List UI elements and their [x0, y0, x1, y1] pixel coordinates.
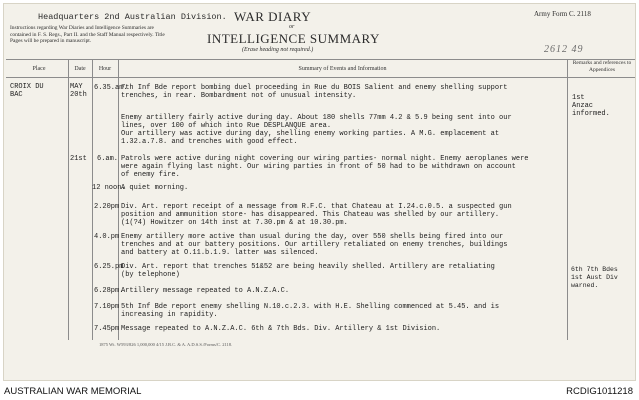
summary-entry-1: 7th Inf Bde report bombing duel proceeding in Rue du BOIS Salient and enemy shelling support trenches, in rear. Bombardment not of unusual intensity.: [121, 84, 508, 100]
summary-entry-8: Artillery message repeated to A.N.Z.A.C.: [121, 287, 290, 295]
col-header-place: Place: [32, 66, 46, 72]
col-header-date: Date: [74, 66, 86, 72]
summary-entry-3: Patrols were active during night covering our wiring parties- normal night. Enemy aeroplanes were were again flying last night. Our wiring parties in front of 50 had to be withdrawn on account of enemy fire.: [121, 155, 529, 179]
diary-sheet: [3, 3, 636, 381]
summary-entry-9: 5th Inf Bde report enemy shelling N.10.c.2.3. with H.E. Shelling commenced at 5.45. and is increasing in rapidity.: [121, 303, 500, 319]
summary-entry-7: Div. Art. report that trenches 51&52 are being heavily shelled. Artillery are retaliating (by telephone): [121, 263, 495, 279]
col-header-hour: Hour: [98, 66, 112, 72]
col-header-summary: Summary of Events and Information: [298, 66, 387, 72]
remarks-entry-1: 1st Anzac informed.: [572, 94, 610, 118]
col-divider-remarks: [567, 60, 568, 340]
hour-entry-1: 6.35.am.: [94, 84, 128, 92]
headquarters-line: Headquarters 2nd Australian Division.: [38, 12, 227, 22]
hour-entry-5: 2.20pm: [94, 203, 120, 211]
col-divider-place: [68, 60, 69, 340]
place-cell: CROIX DU BAC: [10, 83, 44, 99]
hour-entry-8: 6.28pm.: [94, 287, 124, 295]
instructions-note: Instructions regarding War Diaries and Intelligence Summaries are contained in F. S. Regs., Part II. and the Staff Manual respectively. Title Pages will be prepared in manuscript.: [10, 25, 165, 44]
col-divider-date: [92, 60, 93, 340]
erase-note: (Erase heading not required.): [242, 47, 314, 53]
date-may-20: MAY 20th: [70, 83, 87, 99]
col-divider-hour: [118, 60, 119, 340]
record-id: RCDIG1011218: [566, 386, 633, 397]
hour-entry-10: 7.45pm: [94, 325, 120, 333]
table-header-rule: [6, 77, 635, 78]
remarks-entry-7: 6th 7th Bdes 1st Aust Div warned.: [571, 266, 618, 289]
table-top-rule: [6, 59, 635, 60]
summary-entry-6: Enemy artillery more active than usual during the day, over 550 shells being fired into our trenches and at our battery positions. Our artillery retaliated on enemy trenches, buildings and battery at O.11.b.1.9. latter was silenced.: [121, 233, 508, 257]
summary-entry-4: A quiet morning.: [121, 184, 189, 192]
hour-entry-6: 4.0.pm: [94, 233, 120, 241]
hour-entry-7: 6.25.pm: [94, 263, 124, 271]
date-21st: 21st: [70, 155, 87, 163]
title-or: or: [289, 24, 295, 30]
summary-entry-10: Message repeated to A.N.Z.A.C. 6th & 7th Bds. Div. Artillery & 1st Division.: [121, 325, 441, 333]
page-title: WAR DIARY: [234, 9, 312, 24]
summary-entry-2: Enemy artillery fairly active during day. About 180 shells 77mm 4.2 & 5.9 being sent into our lines, over 100 of which into Rue DESPLANQUE area. Our artillery was active during day, shelling enemy working parties. A M.G. emplacement at 1.32.a.7.8. and trenches with good effect.: [121, 114, 512, 146]
page-stamp: 2612 49: [544, 44, 584, 55]
hour-entry-4: 12 noon.: [92, 184, 126, 192]
form-print-line: 1875 Wt. W593/826 1,000,000 4/15 J.B.C. & A. A.D.S.S./Forms/C. 2118.: [99, 342, 233, 347]
archive-caption: AUSTRALIAN WAR MEMORIAL: [4, 386, 142, 397]
hour-entry-9: 7.10pm: [94, 303, 120, 311]
page-subtitle: INTELLIGENCE SUMMARY: [207, 31, 380, 46]
army-form-number: Army Form C. 2118: [534, 10, 591, 18]
hour-entry-3: 6.am.: [97, 155, 119, 163]
summary-entry-5: Div. Art. report receipt of a message from R.F.C. that Chateau at I.24.c.0.5. a suspected gun position and ammunition store- has disappeared. This Chateau was shelled by our artillery. (1(?4) Howitzer on 14th inst at 7.30.pm & at 10.30.pm.: [121, 203, 512, 227]
col-header-remarks: Remarks and references to Appendices: [572, 60, 632, 73]
